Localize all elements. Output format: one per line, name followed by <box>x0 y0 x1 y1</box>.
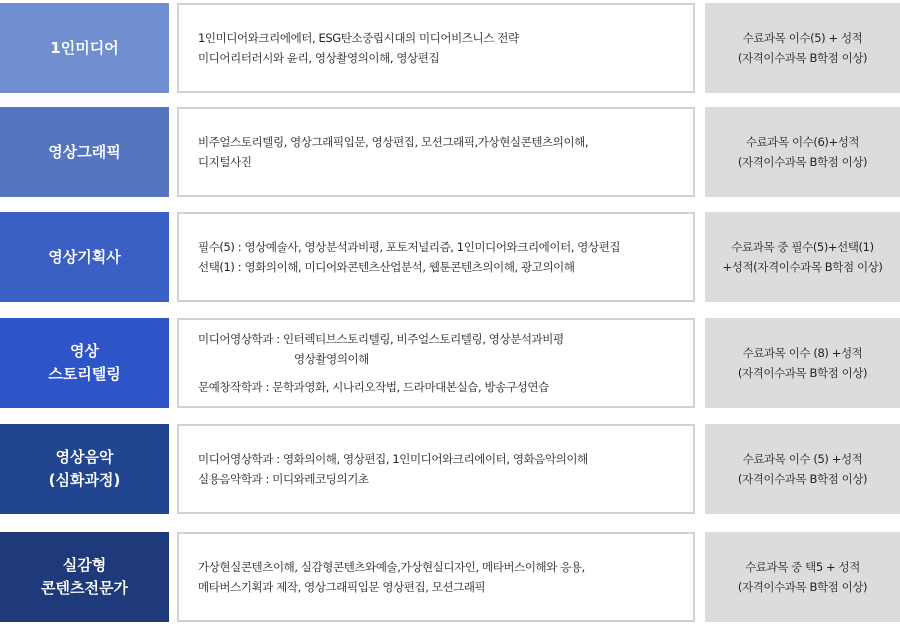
requirement-cell <box>705 3 900 93</box>
course-name-cell <box>0 107 169 197</box>
table-row <box>0 424 900 514</box>
course-list-line: 미디어리터러시와 윤리, 영상촬영의이해, 영상편집 <box>198 51 440 65</box>
table-row <box>0 107 900 197</box>
course-name: 영상음악 <box>55 448 114 466</box>
course-name: 콘텐츠전문가 <box>41 579 128 597</box>
course-list-line: 선택(1) : 영화의이해, 미디어와콘텐츠산업분석, 웹툰콘텐츠의이해, 광고의이해 <box>198 260 575 274</box>
requirement-cell <box>705 212 900 302</box>
requirement-line: 수료과목 이수(6)+성적 <box>745 135 860 149</box>
requirement-cell <box>705 532 900 622</box>
requirement-cell <box>705 318 900 408</box>
table-row <box>0 318 900 408</box>
course-list-line: 미디어영상학과 : 인터렉티브스토리텔링, 비주얼스토리텔링, 영상분석과비평 <box>198 332 564 346</box>
table-row <box>0 212 900 302</box>
requirement-line: 수료과목 이수 (5) +성적 <box>742 452 863 466</box>
table-row <box>0 532 900 622</box>
requirement-line: (자격이수과목 B학점 이상) <box>737 580 868 594</box>
table-row <box>0 3 900 93</box>
course-list-line: 실용음악학과 : 미디와레코딩의기초 <box>198 472 369 486</box>
course-name: 영상그래픽 <box>48 142 121 161</box>
requirement-line: 수료과목 이수(5) + 성적 <box>742 31 863 45</box>
requirement-line: (자격이수과목 B학점 이상) <box>737 155 868 169</box>
course-name: 영상 <box>70 342 99 360</box>
requirement-line: (자격이수과목 B학점 이상) <box>737 472 868 486</box>
course-list-line: 1인미디어와크리에에터, ESG탄소중립시대의 미디어비즈니스 전략 <box>198 31 519 45</box>
requirement-line: 수료과목 중 필수(5)+선택(1) <box>731 240 874 254</box>
course-name-cell <box>0 212 169 302</box>
course-list-line: 필수(5) : 영상예술사, 영상분석과비평, 포토저널리즘, 1인미디어와크리에이터, 영상편집 <box>198 240 621 254</box>
course-list-cell <box>177 212 695 302</box>
course-list-line: 미디어영상학과 : 영화의이해, 영상편집, 1인미디어와크리에이터, 영화음악의이해 <box>198 452 588 466</box>
requirement-cell <box>705 107 900 197</box>
course-list-line: 비주얼스토리텔링, 영상그래픽입문, 영상편집, 모션그래픽,가상현실콘텐츠의이해, <box>198 135 589 149</box>
course-name: 영상기획사 <box>48 247 121 266</box>
course-name-cell <box>0 318 169 408</box>
course-name: 1인미디어 <box>50 38 119 57</box>
course-name: 실감형 <box>62 556 107 574</box>
requirement-line: +성적(자격이수과목 B학점 이상) <box>722 260 883 274</box>
course-list-line: 가상현실콘텐츠이해, 실감형콘텐츠와예술,가상현실디자인, 메타버스이해와 응용, <box>198 560 585 574</box>
course-list-cell <box>177 424 695 514</box>
course-name: (심화과정) <box>48 471 121 489</box>
requirement-line: 수료과목 이수 (8) +성적 <box>742 346 863 360</box>
requirement-line: 수료과목 중 택5 + 성적 <box>745 560 860 574</box>
course-list-line: 메타버스기획과 제작, 영상그래픽입문 영상편집, 모션그래픽 <box>198 580 486 594</box>
course-name: 스토리텔링 <box>48 365 121 383</box>
course-list-cell <box>177 107 695 197</box>
course-list-line: 문예창작학과 : 문학과영화, 시나리오작법, 드라마대본실습, 방송구성연습 <box>198 380 549 394</box>
line-gap <box>198 369 693 377</box>
requirement-line: (자격이수과목 B학점 이상) <box>737 51 868 65</box>
course-list-line: 디지털사진 <box>198 155 252 169</box>
requirement-cell <box>705 424 900 514</box>
course-name-cell <box>0 424 169 514</box>
requirement-line: (자격이수과목 B학점 이상) <box>737 366 868 380</box>
course-name-cell <box>0 532 169 622</box>
course-list-cell <box>177 532 695 622</box>
course-list-cell <box>177 318 695 408</box>
course-list-line: 영상촬영의이해 <box>294 352 369 366</box>
course-name-cell <box>0 3 169 93</box>
course-list-cell <box>177 3 695 93</box>
